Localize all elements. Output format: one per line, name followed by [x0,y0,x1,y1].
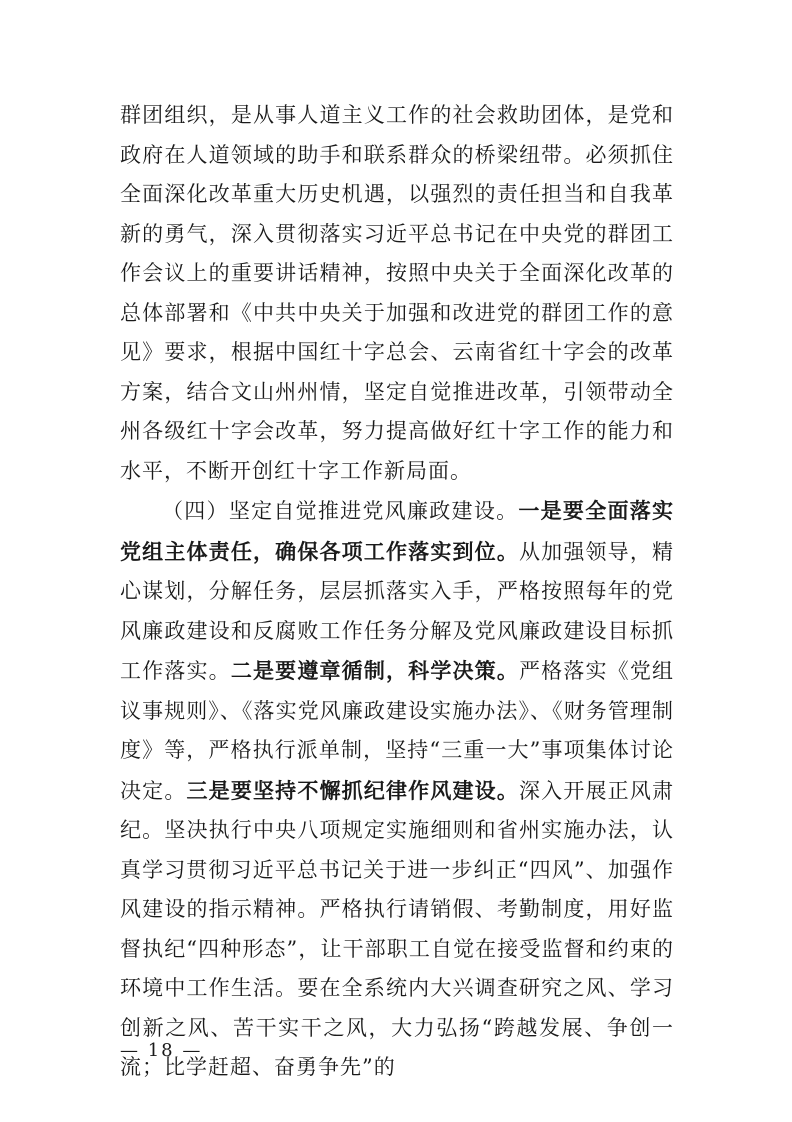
point-three-text: 深入开展正风肃纪。坚决执行中央八项规定实施细则和省州实施办法，认真学习贯彻习近平总书记关于进一步纠正“四风”、加强作风建设的指示精神。严格执行请销假、考勤制度，用好监督执纪“四种形态”，让干部职工自觉在接受监督和约束的环境中工作生活。要在全系统内大兴调查研究之风、学习创新之风、苦干实干之风，大力弘扬“跨越发展、争创一流；比学赶超、奋勇争先”的 [120,778,674,1079]
page-number: — 18 — [120,1040,203,1061]
paragraph-continuation: 群团组织，是从事人道主义工作的社会救助团体，是党和政府在人道领域的助手和联系群众的桥梁纽带。必须抓住全面深化改革重大历史机遇，以强烈的责任担当和自我革新的勇气，深入贯彻落实习近平总书记在中央党的群团工作会议上的重要讲话精神，按照中央关于全面深化改革的总体部署和《中共中央关于加强和改进党的群团工作的意见》要求，根据中国红十字总会、云南省红十字会的改革方案，结合文山州州情，坚定自觉推进改革，引领带动全州各级红十字会改革，努力提高做好红十字工作的能力和水平，不断开创红十字工作新局面。 [120,103,674,483]
point-two-text: 严格落实《党组议事规则》、《落实党风廉政建设实施办法》、《财务管理制度》等，严格执行派单制，坚持“三重一大”事项集体讨论决定。 [120,659,675,803]
point-two-heading: 二是要遵章循制，科学决策。 [230,658,520,683]
paragraph-section-four [120,491,674,1088]
point-one-text: 从加强领导，精心谋划，分解任务，层层抓落实入手，严格按照每年的党风廉政建设和反腐败工作任务分解及党风廉政建设目标抓工作落实。 [120,539,674,683]
document-body [120,96,674,1088]
point-one-heading: 一是要全面落实党组主体责任，确保各项工作落实到位。 [120,498,675,564]
section-heading: （四）坚定自觉推进党风廉政建设。 [162,499,519,523]
point-three-heading: 三是要坚持不懈抓纪律作风建设。 [186,777,519,803]
